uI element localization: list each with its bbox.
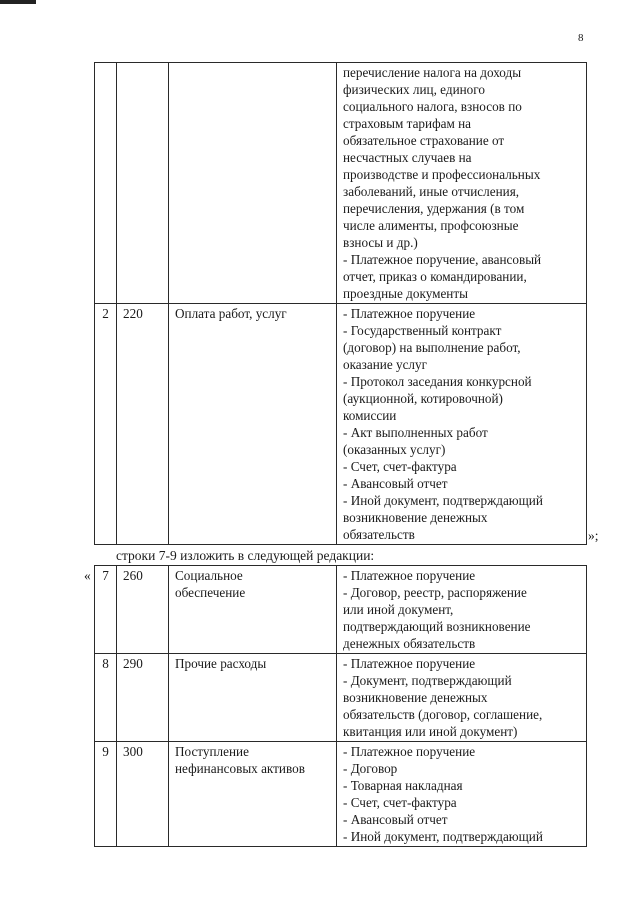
documents-cell <box>337 304 587 545</box>
document-line: - Договор <box>343 761 398 776</box>
document-line: возникновение денежных <box>343 510 488 525</box>
article-code-cell: 220 <box>117 304 169 545</box>
document-line: - Счет, счет-фактура <box>343 459 457 474</box>
document-line: - Акт выполненных работ <box>343 425 488 440</box>
row-number-cell <box>95 63 117 304</box>
article-name-line: обеспечение <box>175 585 246 600</box>
expenditure-documents-table-bottom <box>94 565 587 847</box>
document-line: - Авансовый отчет <box>343 476 448 491</box>
document-line: подтверждающий возникновение <box>343 619 531 634</box>
document-line: страховым тарифам на <box>343 116 472 131</box>
expenditure-documents-table-top <box>94 62 587 545</box>
document-line: заболеваний, иные отчисления, <box>343 184 520 199</box>
document-line: обязательств (договор, соглашение, <box>343 707 543 722</box>
table-row <box>95 304 587 545</box>
article-code-cell: 300 <box>117 742 169 847</box>
document-line: квитанция или иной документ) <box>343 724 518 739</box>
document-line: оказание услуг <box>343 357 428 372</box>
document-line: проездные документы <box>343 286 468 301</box>
page-number: 8 <box>578 32 584 44</box>
document-line: - Протокол заседания конкурсной <box>343 374 532 389</box>
document-line: - Иной документ, подтверждающий <box>343 829 543 844</box>
closing-quote-mark: »; <box>588 528 599 543</box>
opening-quote-mark: « <box>84 568 91 583</box>
article-code-cell: 290 <box>117 654 169 742</box>
document-line: возникновение денежных <box>343 690 488 705</box>
article-name-cell <box>169 654 337 742</box>
document-line: (договор) на выполнение работ, <box>343 340 521 355</box>
document-line: - Платежное поручение, авансовый <box>343 252 542 267</box>
article-name-line: Прочие расходы <box>175 656 267 671</box>
article-name-line: Поступление <box>175 744 249 759</box>
row-number-cell: 9 <box>95 742 117 847</box>
table-row <box>95 654 587 742</box>
document-line: - Платежное поручение <box>343 744 476 759</box>
document-line: денежных обязательств <box>343 636 476 651</box>
article-code-cell: 260 <box>117 566 169 654</box>
document-line: - Платежное поручение <box>343 568 476 583</box>
documents-cell <box>337 566 587 654</box>
row-number-cell: 7 <box>95 566 117 654</box>
table-row <box>95 742 587 847</box>
documents-cell <box>337 654 587 742</box>
document-line: - Иной документ, подтверждающий <box>343 493 543 508</box>
article-name-line: Социальное <box>175 568 243 583</box>
amendment-instruction: строки 7-9 изложить в следующей редакции: <box>116 548 375 563</box>
document-line: - Документ, подтверждающий <box>343 673 512 688</box>
document-line: или иной документ, <box>343 602 454 617</box>
document-line: социального налога, взносов по <box>343 99 522 114</box>
document-line: - Государственный контракт <box>343 323 502 338</box>
document-line: - Договор, реестр, распоряжение <box>343 585 527 600</box>
article-name-cell <box>169 742 337 847</box>
documents-cell <box>337 742 587 847</box>
table-row <box>95 566 587 654</box>
document-line: - Платежное поручение <box>343 306 476 321</box>
article-name-line: нефинансовых активов <box>175 761 305 776</box>
table-row <box>95 63 587 304</box>
article-name-cell <box>169 566 337 654</box>
document-line: обязательное страхование от <box>343 133 505 148</box>
document-line: перечисление налога на доходы <box>343 65 522 80</box>
row-number-cell: 8 <box>95 654 117 742</box>
article-name-cell <box>169 63 337 304</box>
document-line: взносы и др.) <box>343 235 418 250</box>
documents-cell <box>337 63 587 304</box>
scan-edge-mark <box>0 0 36 4</box>
document-line: - Платежное поручение <box>343 656 476 671</box>
document-line: перечисления, удержания (в том <box>343 201 525 216</box>
document-line: комиссии <box>343 408 397 423</box>
document-line: - Товарная накладная <box>343 778 463 793</box>
document-line: - Счет, счет-фактура <box>343 795 457 810</box>
article-code-cell <box>117 63 169 304</box>
document-line: (аукционной, котировочной) <box>343 391 503 406</box>
document-line: - Авансовый отчет <box>343 812 448 827</box>
document-line: обязательств <box>343 527 415 542</box>
document-line: производстве и профессиональных <box>343 167 541 182</box>
row-number-cell: 2 <box>95 304 117 545</box>
document-line: отчет, приказ о командировании, <box>343 269 527 284</box>
document-line: физических лиц, единого <box>343 82 485 97</box>
article-name-cell: Оплата работ, услуг <box>169 304 337 545</box>
document-line: (оказанных услуг) <box>343 442 446 457</box>
document-line: числе алименты, профсоюзные <box>343 218 519 233</box>
document-line: несчастных случаев на <box>343 150 472 165</box>
